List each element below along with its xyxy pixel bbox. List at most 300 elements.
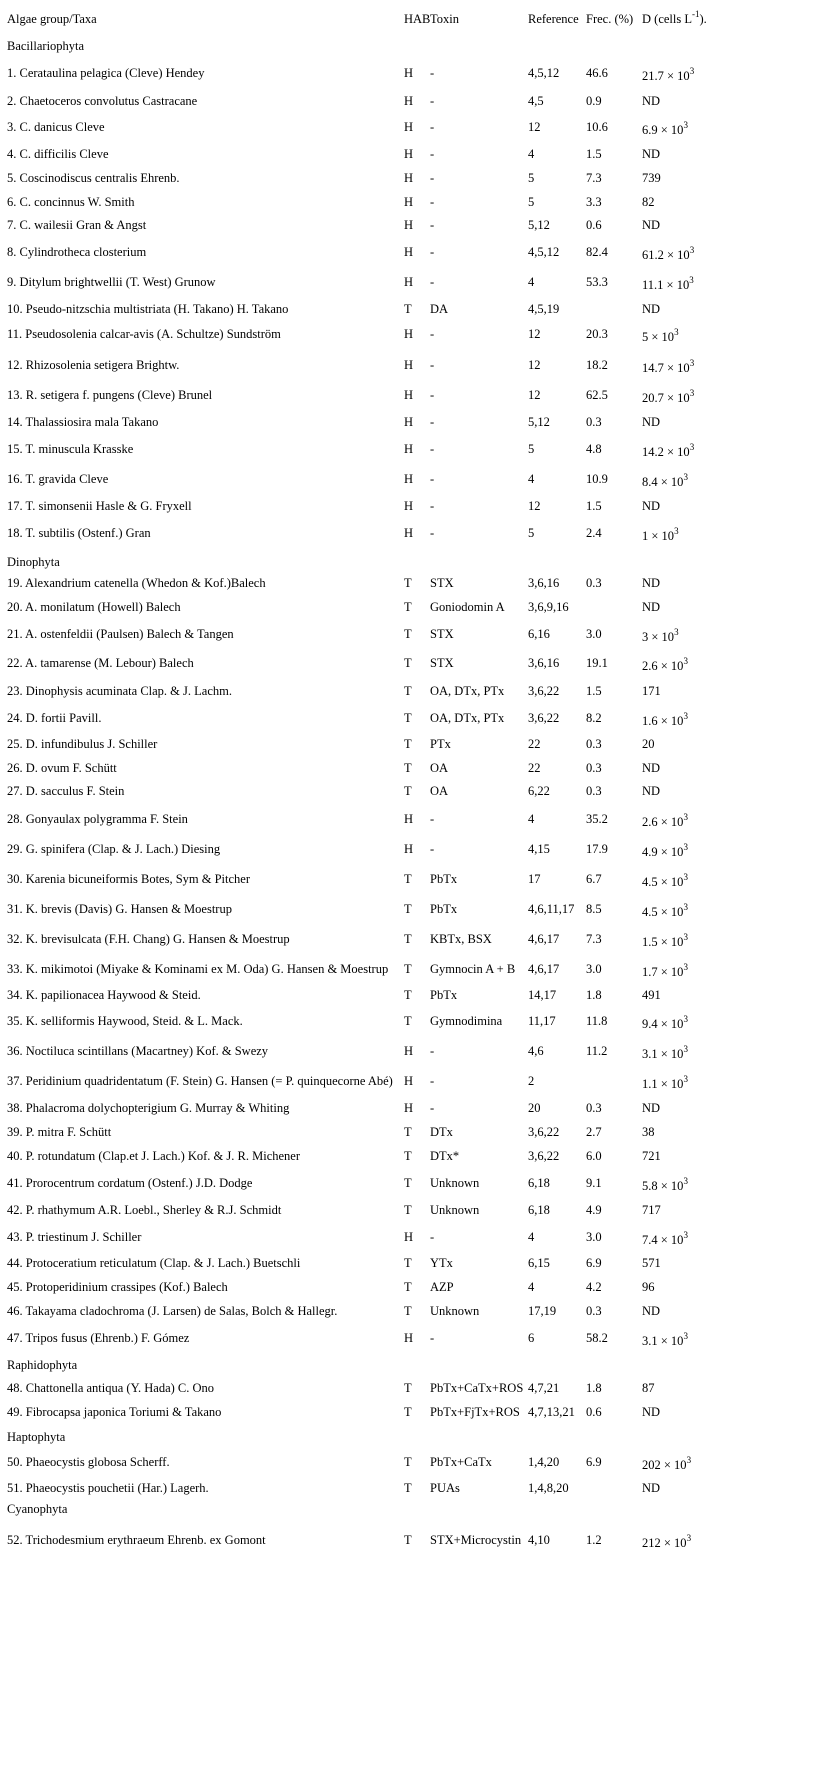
toxin-name: PbTx+FjTx+ROS (430, 1405, 520, 1419)
hab-code: H (404, 171, 414, 185)
reference-list: 12 (528, 327, 541, 341)
taxon-name: 22. A. tamarense (M. Lebour) Balech (7, 656, 194, 670)
reference-list: 3,6,22 (528, 684, 560, 698)
frequency-value: 0.3 (586, 1101, 602, 1115)
frequency-value: 58.2 (586, 1331, 608, 1345)
taxon-name: 15. T. minuscula Krasske (7, 442, 134, 456)
hab-code: T (404, 1405, 412, 1419)
frequency-value: 17.9 (586, 842, 608, 856)
taxon-name: 26. D. ovum F. Schütt (7, 761, 117, 775)
taxon-name: 18. T. subtilis (Ostenf.) Gran (7, 526, 151, 540)
toxin-name: - (430, 526, 435, 540)
frequency-value: 0.3 (586, 415, 602, 429)
taxon-name: 19. Alexandrium catenella (Whedon & Kof.)Balech (7, 576, 266, 590)
reference-list: 4,7,21 (528, 1381, 560, 1395)
reference-list: 6,16 (528, 627, 550, 641)
toxin-name: - (430, 327, 435, 341)
hab-code: T (404, 1256, 412, 1270)
hab-code: T (404, 1149, 412, 1163)
hab-code: H (404, 842, 414, 856)
toxin-name: - (430, 218, 435, 232)
reference-list: 5 (528, 171, 535, 185)
hab-code: T (404, 302, 412, 316)
taxon-name: 1. Cerataulina pelagica (Cleve) Hendey (7, 66, 205, 80)
reference-list: 3,6,22 (528, 1125, 560, 1139)
taxon-name: 20. A. monilatum (Howell) Balech (7, 600, 181, 614)
frequency-value: 3.0 (586, 627, 602, 641)
frequency-value: 19.1 (586, 656, 608, 670)
reference-list: 5,12 (528, 415, 550, 429)
reference-list: 22 (528, 761, 541, 775)
group-heading: Bacillariophyta (7, 39, 85, 53)
toxin-name: - (430, 388, 435, 402)
hab-code: H (404, 1074, 414, 1088)
toxin-name: - (430, 245, 435, 259)
density-value: $4.9 \times 10^3$ (642, 842, 688, 859)
density-value: 721 (642, 1149, 661, 1163)
hab-code: T (404, 932, 412, 946)
taxon-name: 42. P. rhathymum A.R. Loebl., Sherley & R.J. Schmidt (7, 1203, 282, 1217)
hab-code: H (404, 120, 414, 134)
toxin-name: Unknown (430, 1176, 480, 1190)
hab-code: H (404, 1230, 414, 1244)
density-value: 171 (642, 684, 661, 698)
reference-list: 4 (528, 1280, 535, 1294)
reference-list: 6,15 (528, 1256, 550, 1270)
taxon-name: 9. Ditylum brightwellii (T. West) Grunow (7, 275, 216, 289)
reference-list: 2 (528, 1074, 535, 1088)
frequency-value: 0.3 (586, 784, 602, 798)
density-value: 96 (642, 1280, 655, 1294)
reference-list: 6,18 (528, 1203, 550, 1217)
frequency-value: 10.6 (586, 120, 608, 134)
frequency-value: 6.9 (586, 1455, 602, 1469)
toxin-name: STX (430, 656, 454, 670)
density-value: $14.2 \times 10^3$ (642, 442, 695, 459)
taxon-name: 5. Coscinodiscus centralis Ehrenb. (7, 171, 180, 185)
taxon-name: 6. C. concinnus W. Smith (7, 195, 135, 209)
taxon-name: 27. D. sacculus F. Stein (7, 784, 125, 798)
toxin-name: PUAs (430, 1481, 460, 1495)
density-value: 491 (642, 988, 661, 1002)
frequency-value: 0.3 (586, 576, 602, 590)
density-value: ND (642, 499, 661, 513)
hab-code: T (404, 1203, 412, 1217)
density-value: ND (642, 1101, 661, 1115)
hab-code: T (404, 962, 412, 976)
header-frec: Frec. (%) (586, 12, 634, 26)
reference-list: 4,5 (528, 94, 544, 108)
hab-code: H (404, 526, 414, 540)
density-value: ND (642, 302, 661, 316)
reference-list: 1,4,8,20 (528, 1481, 569, 1495)
frequency-value: 20.3 (586, 327, 608, 341)
hab-code: H (404, 415, 414, 429)
density-value: $3.1 \times 10^3$ (642, 1044, 688, 1061)
reference-list: 4,6,17 (528, 932, 560, 946)
frequency-value: 2.4 (586, 526, 602, 540)
hab-code: H (404, 66, 414, 80)
toxin-name: DTx* (430, 1149, 460, 1163)
taxon-name: 44. Protoceratium reticulatum (Clap. & J. Lach.) Buetschli (7, 1256, 301, 1270)
reference-list: 4 (528, 472, 535, 486)
hab-code: H (404, 388, 414, 402)
frequency-value: 7.3 (586, 171, 602, 185)
group-heading: Raphidophyta (7, 1358, 78, 1372)
toxin-name: PbTx (430, 988, 458, 1002)
reference-list: 3,6,16 (528, 656, 560, 670)
frequency-value: 8.5 (586, 902, 602, 916)
taxon-name: 29. G. spinifera (Clap. & J. Lach.) Diesing (7, 842, 221, 856)
frequency-value: 1.5 (586, 684, 602, 698)
reference-list: 11,17 (528, 1014, 556, 1028)
taxon-name: 34. K. papilionacea Haywood & Steid. (7, 988, 201, 1002)
header-toxin: Toxin (430, 12, 459, 26)
toxin-name: - (430, 1044, 435, 1058)
frequency-value: 11.8 (586, 1014, 608, 1028)
reference-list: 6 (528, 1331, 535, 1345)
toxin-name: Goniodomin A (430, 600, 505, 614)
taxon-name: 16. T. gravida Cleve (7, 472, 109, 486)
toxin-name: - (430, 1101, 435, 1115)
toxin-name: PbTx (430, 902, 458, 916)
header-hab: HAB (404, 12, 431, 26)
frequency-value: 4.2 (586, 1280, 602, 1294)
taxon-name: 30. Karenia bicuneiformis Botes, Sym & Pitcher (7, 872, 251, 886)
reference-list: 4,10 (528, 1533, 550, 1547)
taxon-name: 47. Tripos fusus (Ehrenb.) F. Gómez (7, 1331, 190, 1345)
density-value: $212 \times 10^3$ (642, 1533, 692, 1550)
reference-list: 22 (528, 737, 541, 751)
taxon-name: 46. Takayama cladochroma (J. Larsen) de Salas, Bolch & Hallegr. (7, 1304, 338, 1318)
density-value: ND (642, 94, 661, 108)
taxon-name: 39. P. mitra F. Schütt (7, 1125, 112, 1139)
toxin-name: AZP (430, 1280, 454, 1294)
taxon-name: 43. P. triestinum J. Schiller (7, 1230, 142, 1244)
hab-code: T (404, 872, 412, 886)
reference-list: 3,6,22 (528, 711, 560, 725)
reference-list: 4 (528, 275, 535, 289)
reference-list: 5 (528, 195, 535, 209)
taxon-name: 50. Phaeocystis globosa Scherff. (7, 1455, 170, 1469)
toxin-name: - (430, 472, 435, 486)
toxin-name: PbTx+CaTx (430, 1455, 492, 1469)
taxon-name: 40. P. rotundatum (Clap.et J. Lach.) Kof. & J. R. Michener (7, 1149, 301, 1163)
toxin-name: - (430, 1230, 435, 1244)
toxin-name: - (430, 442, 435, 456)
taxon-name: 38. Phalacroma dolychopterigium G. Murray & Whiting (7, 1101, 290, 1115)
frequency-value: 1.8 (586, 1381, 602, 1395)
density-value: ND (642, 576, 661, 590)
reference-list: 4,5,12 (528, 66, 560, 80)
group-heading: Dinophyta (7, 555, 60, 569)
toxin-name: DTx (430, 1125, 453, 1139)
reference-list: 4 (528, 147, 535, 161)
density-value: $6.9 \times 10^3$ (642, 120, 688, 137)
toxin-name: STX (430, 627, 454, 641)
density-value: ND (642, 1405, 661, 1419)
reference-list: 3,6,22 (528, 1149, 560, 1163)
taxon-name: 10. Pseudo-nitzschia multistriata (H. Takano) H. Takano (7, 302, 289, 316)
hab-code: H (404, 1331, 414, 1345)
taxon-name: 51. Phaeocystis pouchetii (Har.) Lagerh. (7, 1481, 209, 1495)
hab-code: T (404, 627, 412, 641)
reference-list: 14,17 (528, 988, 557, 1002)
density-value: $1.1 \times 10^3$ (642, 1074, 688, 1091)
hab-code: T (404, 737, 412, 751)
taxon-name: 41. Prorocentrum cordatum (Ostenf.) J.D. Dodge (7, 1176, 253, 1190)
density-value: $14.7 \times 10^3$ (642, 358, 695, 375)
frequency-value: 1.8 (586, 988, 602, 1002)
hab-code: T (404, 1533, 412, 1547)
header-density: D (cells $L^{-1}$). (642, 9, 707, 26)
density-value: 38 (642, 1125, 655, 1139)
taxon-name: 52. Trichodesmium erythraeum Ehrenb. ex Gomont (7, 1533, 266, 1547)
reference-list: 12 (528, 388, 541, 402)
taxon-name: 24. D. fortii Pavill. (7, 711, 102, 725)
hab-code: T (404, 1280, 412, 1294)
hab-code: T (404, 1125, 412, 1139)
reference-list: 12 (528, 358, 541, 372)
reference-list: 5 (528, 442, 535, 456)
hab-code: H (404, 442, 414, 456)
taxon-name: 13. R. setigera f. pungens (Cleve) Brunel (7, 388, 213, 402)
reference-list: 4 (528, 812, 535, 826)
toxin-name: - (430, 147, 435, 161)
frequency-value: 0.3 (586, 761, 602, 775)
taxon-name: 45. Protoperidinium crassipes (Kof.) Balech (7, 1280, 228, 1294)
density-value: $4.5 \times 10^3$ (642, 902, 688, 919)
density-value: $1.5 \times 10^3$ (642, 932, 688, 949)
taxon-name: 36. Noctiluca scintillans (Macartney) Kof. & Swezy (7, 1044, 269, 1058)
hab-code: H (404, 327, 414, 341)
hab-code: T (404, 1014, 412, 1028)
toxin-name: DA (430, 302, 449, 316)
reference-list: 20 (528, 1101, 541, 1115)
taxon-name: 23. Dinophysis acuminata Clap. & J. Lachm. (7, 684, 232, 698)
hab-code: T (404, 600, 412, 614)
hab-code: H (404, 1101, 414, 1115)
frequency-value: 7.3 (586, 932, 602, 946)
toxin-name: - (430, 171, 435, 185)
taxon-name: 48. Chattonella antiqua (Y. Hada) C. Ono (7, 1381, 215, 1395)
hab-code: T (404, 902, 412, 916)
reference-list: 12 (528, 120, 541, 134)
density-value: 739 (642, 171, 661, 185)
density-value: $9.4 \times 10^3$ (642, 1014, 688, 1031)
reference-list: 4,15 (528, 842, 550, 856)
hab-code: H (404, 94, 414, 108)
frequency-value: 2.7 (586, 1125, 602, 1139)
toxin-name: - (430, 66, 435, 80)
reference-list: 4 (528, 1230, 535, 1244)
density-value: 82 (642, 195, 655, 209)
toxin-name: PbTx+CaTx+ROS (430, 1381, 524, 1395)
density-value: $61.2 \times 10^3$ (642, 245, 695, 262)
taxon-name: 12. Rhizosolenia setigera Brightw. (7, 358, 180, 372)
density-value: $21.7 \times 10^3$ (642, 66, 695, 83)
frequency-value: 6.0 (586, 1149, 602, 1163)
reference-list: 5 (528, 526, 535, 540)
frequency-value: 0.9 (586, 94, 602, 108)
frequency-value: 82.4 (586, 245, 608, 259)
taxon-name: 49. Fibrocapsa japonica Toriumi & Takano (7, 1405, 222, 1419)
toxin-name: STX (430, 576, 454, 590)
toxin-name: - (430, 94, 435, 108)
density-value: ND (642, 1481, 661, 1495)
hab-code: T (404, 1304, 412, 1318)
hab-code: H (404, 812, 414, 826)
density-value: ND (642, 600, 661, 614)
hab-code: T (404, 656, 412, 670)
density-value: ND (642, 1304, 661, 1318)
density-value: 87 (642, 1381, 655, 1395)
taxon-name: 21. A. ostenfeldii (Paulsen) Balech & Tangen (7, 627, 234, 641)
frequency-value: 4.9 (586, 1203, 602, 1217)
reference-list: 4,5,12 (528, 245, 560, 259)
frequency-value: 9.1 (586, 1176, 602, 1190)
hab-code: H (404, 499, 414, 513)
frequency-value: 18.2 (586, 358, 608, 372)
hab-code: H (404, 147, 414, 161)
frequency-value: 0.3 (586, 737, 602, 751)
group-heading: Haptophyta (7, 1430, 66, 1444)
density-value: $4.5 \times 10^3$ (642, 872, 688, 889)
hab-code: T (404, 1176, 412, 1190)
reference-list: 3,6,16 (528, 576, 560, 590)
reference-list: 6,22 (528, 784, 550, 798)
reference-list: 1,4,20 (528, 1455, 560, 1469)
taxon-name: 7. C. wailesii Gran & Angst (7, 218, 147, 232)
frequency-value: 1.5 (586, 147, 602, 161)
frequency-value: 62.5 (586, 388, 608, 402)
density-value: ND (642, 784, 661, 798)
density-value: $2.6 \times 10^3$ (642, 656, 688, 673)
hab-code: H (404, 275, 414, 289)
taxon-name: 14. Thalassiosira mala Takano (7, 415, 159, 429)
reference-list: 12 (528, 499, 541, 513)
taxon-name: 28. Gonyaulax polygramma F. Stein (7, 812, 188, 826)
density-value: $5 \times 10^3$ (642, 327, 679, 344)
hab-code: H (404, 195, 414, 209)
reference-list: 17 (528, 872, 541, 886)
density-value: $2.6 \times 10^3$ (642, 812, 688, 829)
frequency-value: 1.2 (586, 1533, 602, 1547)
density-value: $3.1 \times 10^3$ (642, 1331, 688, 1348)
taxon-name: 2. Chaetoceros convolutus Castracane (7, 94, 198, 108)
taxon-name: 25. D. infundibulus J. Schiller (7, 737, 158, 751)
reference-list: 17,19 (528, 1304, 557, 1318)
toxin-name: Unknown (430, 1304, 480, 1318)
toxin-name: - (430, 275, 435, 289)
toxin-name: - (430, 842, 435, 856)
reference-list: 4,7,13,21 (528, 1405, 575, 1419)
toxin-name: - (430, 358, 435, 372)
taxon-name: 35. K. selliformis Haywood, Steid. & L. Mack. (7, 1014, 243, 1028)
taxon-name: 17. T. simonsenii Hasle & G. Fryxell (7, 499, 192, 513)
reference-list: 4,5,19 (528, 302, 560, 316)
hab-code: H (404, 245, 414, 259)
hab-code: T (404, 576, 412, 590)
frequency-value: 3.0 (586, 1230, 602, 1244)
reference-list: 6,18 (528, 1176, 550, 1190)
frequency-value: 35.2 (586, 812, 608, 826)
taxon-name: 3. C. danicus Cleve (7, 120, 105, 134)
taxon-name: 31. K. brevis (Davis) G. Hansen & Moestrup (7, 902, 232, 916)
toxin-name: OA (430, 784, 449, 798)
frequency-value: 1.5 (586, 499, 602, 513)
reference-list: 3,6,9,16 (528, 600, 569, 614)
frequency-value: 8.2 (586, 711, 602, 725)
reference-list: 4,6,17 (528, 962, 560, 976)
frequency-value: 0.6 (586, 1405, 602, 1419)
header-taxa: Algae group/Taxa (7, 12, 97, 26)
frequency-value: 6.9 (586, 1256, 602, 1270)
density-value: $20.7 \times 10^3$ (642, 388, 695, 405)
hab-code: T (404, 1481, 412, 1495)
frequency-value: 11.2 (586, 1044, 608, 1058)
frequency-value: 46.6 (586, 66, 608, 80)
density-value: $1.6 \times 10^3$ (642, 711, 688, 728)
frequency-value: 10.9 (586, 472, 608, 486)
frequency-value: 4.8 (586, 442, 602, 456)
density-value: $202 \times 10^3$ (642, 1455, 692, 1472)
hab-code: T (404, 711, 412, 725)
reference-list: 4,6 (528, 1044, 544, 1058)
density-value: $5.8 \times 10^3$ (642, 1176, 688, 1193)
density-value: ND (642, 147, 661, 161)
toxin-name: KBTx, BSX (430, 932, 492, 946)
toxin-name: - (430, 499, 435, 513)
density-value: ND (642, 218, 661, 232)
toxin-name: PbTx (430, 872, 458, 886)
taxon-name: 11. Pseudosolenia calcar-avis (A. Schultze) Sundström (7, 327, 281, 341)
taxon-name: 8. Cylindrotheca closterium (7, 245, 147, 259)
taxon-name: 4. C. difficilis Cleve (7, 147, 109, 161)
density-value: ND (642, 761, 661, 775)
frequency-value: 0.6 (586, 218, 602, 232)
hab-code: H (404, 218, 414, 232)
toxin-name: - (430, 1331, 435, 1345)
reference-list: 5,12 (528, 218, 550, 232)
frequency-value: 0.3 (586, 1304, 602, 1318)
toxin-name: - (430, 812, 435, 826)
toxin-name: OA, DTx, PTx (430, 684, 505, 698)
toxin-name: YTx (430, 1256, 453, 1270)
hab-code: T (404, 684, 412, 698)
density-value: 571 (642, 1256, 661, 1270)
reference-list: 4,6,11,17 (528, 902, 575, 916)
taxon-name: 33. K. mikimotoi (Miyake & Kominami ex M. Oda) G. Hansen & Moestrup (7, 962, 389, 976)
taxon-name: 32. K. brevisulcata (F.H. Chang) G. Hansen & Moestrup (7, 932, 290, 946)
toxin-name: OA (430, 761, 449, 775)
frequency-value: 3.3 (586, 195, 602, 209)
toxin-name: - (430, 120, 435, 134)
toxin-name: - (430, 1074, 435, 1088)
header-reference: Reference (528, 12, 579, 26)
toxin-name: Gymnodimina (430, 1014, 503, 1028)
toxin-name: - (430, 195, 435, 209)
toxin-name: STX+Microcystin (430, 1533, 522, 1547)
frequency-value: 53.3 (586, 275, 608, 289)
density-value: ND (642, 415, 661, 429)
toxin-name: PTx (430, 737, 451, 751)
density-value: $1.7 \times 10^3$ (642, 962, 688, 979)
toxin-name: - (430, 415, 435, 429)
density-value: $8.4 \times 10^3$ (642, 472, 688, 489)
hab-code: T (404, 988, 412, 1002)
hab-code: H (404, 1044, 414, 1058)
